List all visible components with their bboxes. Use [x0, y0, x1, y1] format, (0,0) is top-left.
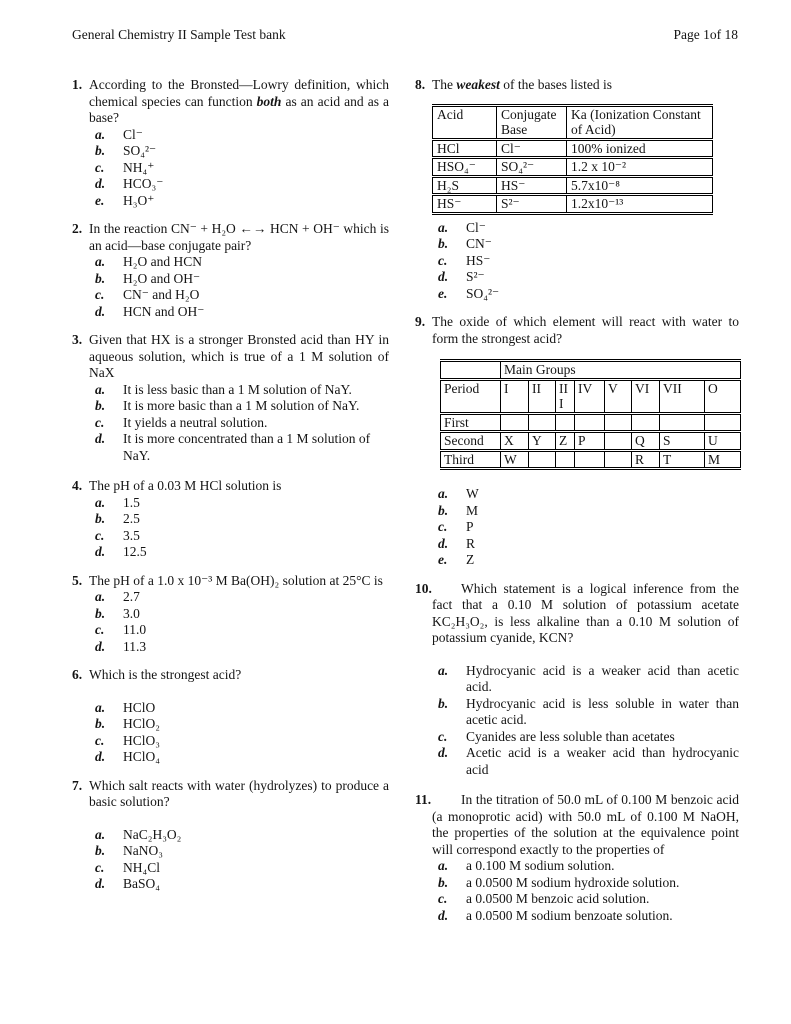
option-letter: a.: [95, 126, 106, 142]
option-text: HCN and OH⁻: [123, 303, 205, 319]
page-number: Page 1of 18: [673, 27, 738, 42]
option-text: NaNO₃: [123, 843, 163, 858]
table-cell: HSO₄⁻: [433, 158, 497, 177]
option-text: 2.5: [123, 511, 140, 526]
option-letter: c.: [95, 527, 105, 543]
table-cell: Cl⁻: [497, 139, 567, 158]
table-cell: T: [660, 450, 705, 469]
option-letter: a.: [438, 662, 449, 678]
question-number: 3.: [72, 332, 83, 347]
table-cell: [632, 413, 660, 432]
question-number: 10.: [415, 580, 432, 596]
table-cell: R: [632, 450, 660, 469]
option-letter: d.: [95, 431, 106, 446]
question-6-text: [72, 667, 389, 684]
option-text: SO₄²⁻: [123, 143, 157, 158]
table-cell: VI: [632, 379, 660, 413]
table-cell: P: [575, 432, 605, 451]
option-letter: a.: [438, 858, 449, 873]
option-text: Acetic acid is a weaker acid than hydrocyanic acid: [466, 745, 739, 777]
question-number: 7.: [72, 777, 83, 793]
option-d: [438, 269, 739, 286]
option-c: [95, 622, 389, 639]
option-text: H₂O and HCN: [123, 254, 202, 269]
option-d: [438, 536, 739, 553]
text-run: Which is the strongest acid?: [89, 667, 242, 682]
table-row: [441, 379, 741, 413]
table-cell: SO₄²⁻: [497, 158, 567, 177]
option-b: [95, 143, 389, 160]
table-cell: O: [705, 379, 741, 413]
option-text: CN⁻ and H₂O: [123, 287, 200, 302]
option-letter: a.: [95, 381, 106, 397]
option-a: [95, 700, 389, 717]
option-letter: a.: [95, 494, 106, 510]
table-cell: Third: [441, 450, 501, 469]
option-text: W: [466, 486, 479, 501]
emphasis-text: both: [256, 93, 282, 109]
table-cell: [529, 413, 556, 432]
table-cell: VII: [660, 379, 705, 413]
question-2: [72, 221, 389, 320]
option-d: [95, 431, 389, 464]
question-1-options: [95, 127, 389, 210]
text-run: as an acid and as a base?: [89, 93, 389, 125]
option-letter: b.: [95, 270, 106, 286]
question-1-text: [72, 77, 389, 127]
option-letter: c.: [438, 728, 448, 744]
option-text: Cyanides are less soluble than acetates: [466, 728, 675, 744]
option-a: [95, 127, 389, 144]
option-b: [438, 875, 739, 892]
table-cell: Main Groups: [501, 361, 741, 380]
option-letter: c.: [95, 414, 105, 430]
table-cell: 1.2 x 10⁻²: [567, 158, 713, 177]
text-run: The oxide of which element will react with water to form the strongest acid?: [432, 314, 739, 346]
option-b: [95, 606, 389, 623]
option-letter: d.: [438, 535, 449, 551]
table-cell: HS⁻: [497, 176, 567, 195]
option-d: [438, 745, 739, 778]
table-cell: III: [556, 379, 575, 413]
option-letter: b.: [438, 874, 449, 890]
table-cell: Acid: [433, 105, 497, 139]
option-b: [95, 843, 389, 860]
table-row: [441, 432, 741, 451]
table-cell: Q: [632, 432, 660, 451]
option-letter: b.: [95, 143, 106, 158]
option-text: a 0.100 M sodium solution.: [466, 858, 615, 873]
option-letter: d.: [95, 176, 106, 191]
page-header: [72, 27, 738, 44]
option-e: [438, 552, 739, 569]
option-a: [438, 858, 739, 875]
option-text: a 0.0500 M sodium hydroxide solution.: [466, 874, 680, 890]
question-11-options: [438, 858, 739, 924]
table-cell: [556, 450, 575, 469]
question-8-text: [415, 77, 739, 94]
option-letter: c.: [95, 287, 105, 302]
question-10: [415, 581, 739, 779]
text-run: Given that HX is a stronger Bronsted acid than HY in aqueous solution, which is true of a 1 M solution of NaX: [89, 332, 389, 380]
option-text: Hydrocyanic acid is less soluble in water than acetic acid.: [466, 695, 739, 727]
text-run: According to the Bronsted—Lowry definition, which chemical species can function: [89, 77, 389, 109]
option-letter: a.: [95, 826, 106, 842]
question-4-text: [72, 478, 389, 495]
table-cell: II: [529, 379, 556, 413]
question-4-options: [95, 495, 389, 561]
question-7-options: [95, 827, 389, 893]
table-cell: Period: [441, 379, 501, 413]
question-7-text: [72, 778, 389, 811]
option-b: [438, 503, 739, 520]
question-8-options: [438, 220, 739, 303]
option-text: a 0.0500 M sodium benzoate solution.: [466, 907, 673, 923]
option-a: [95, 827, 389, 844]
option-letter: b.: [95, 716, 106, 731]
question-number: 1.: [72, 77, 83, 92]
question-1: [72, 77, 389, 209]
table-cell: H₂S: [433, 176, 497, 195]
question-5: [72, 573, 389, 656]
table-cell: [605, 432, 632, 451]
option-b: [95, 716, 389, 733]
option-text: 12.5: [123, 544, 147, 559]
table-cell: [441, 361, 501, 380]
option-letter: d.: [438, 907, 449, 923]
question-2-text: [72, 221, 389, 254]
table-row: [433, 195, 713, 214]
option-letter: d.: [95, 544, 106, 559]
table-cell: HS⁻: [433, 195, 497, 214]
question-9: [415, 314, 739, 569]
table-cell: M: [705, 450, 741, 469]
option-text: 2.7: [123, 589, 140, 604]
option-text: NaC₂H₃O₂: [123, 826, 182, 842]
option-e: [95, 193, 389, 210]
question-number: 9.: [415, 314, 426, 329]
option-text: 1.5: [123, 494, 140, 510]
table-cell: [529, 450, 556, 469]
option-d: [95, 176, 389, 193]
option-text: It yields a neutral solution.: [123, 414, 268, 430]
option-letter: d.: [438, 745, 449, 760]
table-cell: [605, 413, 632, 432]
text-run: Which salt reacts with water (hydrolyzes) to produce a basic solution?: [89, 777, 389, 809]
question-number: 2.: [72, 221, 83, 236]
option-text: HClO₃: [123, 732, 160, 748]
option-letter: b.: [95, 511, 106, 526]
option-e: [438, 286, 739, 303]
option-b: [95, 511, 389, 528]
option-text: 11.3: [123, 638, 147, 654]
question-number: 11.: [415, 792, 432, 807]
table-cell: 100% ionized: [567, 139, 713, 158]
option-d: [438, 908, 739, 925]
option-d: [95, 749, 389, 766]
question-6-options: [95, 700, 389, 766]
table-row: [433, 139, 713, 158]
table-row: [433, 105, 713, 139]
option-text: S²⁻: [466, 269, 485, 284]
option-letter: e.: [438, 285, 448, 301]
option-a: [95, 495, 389, 512]
option-letter: c.: [438, 519, 448, 534]
table-cell: [501, 413, 529, 432]
option-letter: c.: [95, 859, 105, 875]
option-text: NH₄⁺: [123, 159, 155, 175]
question-4: [72, 478, 389, 561]
question-10-options: [438, 663, 739, 779]
option-text: P: [466, 519, 474, 534]
table-cell: Y: [529, 432, 556, 451]
option-letter: e.: [438, 552, 448, 567]
option-letter: a.: [95, 699, 106, 715]
option-letter: b.: [438, 695, 449, 711]
table-cell: S: [660, 432, 705, 451]
option-text: HClO: [123, 699, 156, 715]
table-cell: [705, 413, 741, 432]
table-cell: [575, 413, 605, 432]
option-text: Cl⁻: [466, 219, 486, 235]
option-text: BaSO₄: [123, 876, 160, 891]
table-cell: [556, 413, 575, 432]
option-a: [438, 663, 739, 696]
table-cell: 1.2x10⁻¹³: [567, 195, 713, 214]
question-3: [72, 332, 389, 464]
option-a: [95, 254, 389, 271]
text-run: The pH of a 1.0 x 10⁻³ M Ba(OH)₂ solution at 25°C is: [89, 572, 383, 588]
left-column: [72, 77, 389, 905]
option-letter: a.: [438, 486, 449, 501]
question-number: 6.: [72, 667, 83, 682]
option-text: R: [466, 535, 476, 551]
table-cell: X: [501, 432, 529, 451]
option-c: [95, 287, 389, 304]
option-letter: b.: [95, 843, 106, 858]
table-cell: U: [705, 432, 741, 451]
option-text: It is more concentrated than a 1 M solution of NaY.: [123, 431, 371, 463]
table-cell: W: [501, 450, 529, 469]
option-d: [95, 304, 389, 321]
question-11: [415, 792, 739, 924]
text-run: In the reaction CN⁻ + H₂O ←→ HCN + OH⁻ which is an acid—base conjugate pair?: [89, 221, 389, 253]
question-6: [72, 667, 389, 766]
text-run: Which statement is a logical inference from the fact that a 0.10 M solution of potassium acetate KC₂H₃O₂, is less alkaline than a 0.10 M solution of potassium cyanide, KCN?: [432, 580, 739, 645]
option-text: HS⁻: [466, 252, 491, 268]
table-row: [441, 450, 741, 469]
option-a: [438, 220, 739, 237]
question-number: 4.: [72, 478, 83, 493]
table-row: [433, 158, 713, 177]
option-text: CN⁻: [466, 236, 492, 251]
option-d: [95, 544, 389, 561]
text-run: The pH of a 0.03 M HCl solution is: [89, 478, 282, 493]
option-letter: d.: [95, 303, 106, 319]
question-number: 8.: [415, 77, 426, 92]
table-cell: Second: [441, 432, 501, 451]
table-cell: IV: [575, 379, 605, 413]
option-b: [95, 398, 389, 415]
option-text: NH₄Cl: [123, 859, 160, 875]
option-text: 3.5: [123, 527, 140, 543]
option-letter: d.: [438, 269, 449, 284]
table-cell: First: [441, 413, 501, 432]
table-cell: HCl: [433, 139, 497, 158]
option-letter: c.: [95, 159, 105, 175]
question-7: [72, 778, 389, 893]
question-5-text: [72, 573, 389, 590]
option-c: [95, 733, 389, 750]
option-text: It is less basic than a 1 M solution of NaY.: [123, 381, 352, 397]
option-b: [438, 236, 739, 253]
text-run: In the titration of 50.0 mL of 0.100 M benzoic acid (a monoprotic acid) with 50.0 mL of 0.100 M NaOH, the properties of the solution at the equivalence point will correspond exactly to the properties of: [432, 792, 739, 857]
option-letter: c.: [438, 252, 448, 268]
right-column: [415, 77, 739, 936]
option-letter: b.: [438, 502, 449, 518]
option-c: [438, 519, 739, 536]
option-letter: b.: [95, 398, 106, 413]
table-cell: [605, 450, 632, 469]
option-letter: c.: [95, 732, 105, 748]
option-text: HClO₄: [123, 749, 160, 764]
table-cell: S²⁻: [497, 195, 567, 214]
option-text: a 0.0500 M benzoic acid solution.: [466, 891, 650, 906]
option-text: M: [466, 502, 479, 518]
option-letter: c.: [95, 622, 105, 637]
option-a: [95, 589, 389, 606]
question-2-options: [95, 254, 389, 320]
question-11-text: [415, 792, 739, 858]
table-cell: V: [605, 379, 632, 413]
text-run: of the bases listed is: [499, 77, 612, 92]
option-letter: d.: [95, 876, 106, 891]
option-text: HCO₃⁻: [123, 176, 164, 191]
doc-title: General Chemistry II Sample Test bank: [72, 27, 286, 42]
option-text: 11.0: [123, 622, 147, 637]
question-8: [415, 77, 739, 302]
option-a: [95, 382, 389, 399]
table-cell: I: [501, 379, 529, 413]
table-cell: Ka (Ionization Constant of Acid): [567, 105, 713, 139]
option-letter: a.: [95, 254, 106, 269]
option-c: [95, 160, 389, 177]
option-letter: d.: [95, 638, 106, 654]
question-9-table: [440, 359, 741, 470]
option-text: Hydrocyanic acid is a weaker acid than acetic acid.: [466, 662, 739, 694]
option-text: HClO₂: [123, 716, 160, 731]
option-letter: d.: [95, 749, 106, 764]
question-10-text: [415, 581, 739, 647]
table-cell: [660, 413, 705, 432]
question-9-options: [438, 486, 739, 569]
option-text: SO₄²⁻: [466, 285, 500, 301]
table-cell: 5.7x10⁻⁸: [567, 176, 713, 195]
option-c: [438, 891, 739, 908]
option-c: [95, 528, 389, 545]
option-text: It is more basic than a 1 M solution of NaY.: [123, 398, 360, 413]
question-number: 5.: [72, 572, 83, 588]
option-letter: e.: [95, 192, 105, 208]
option-letter: a.: [95, 589, 106, 604]
emphasis-text: weakest: [456, 77, 500, 92]
option-letter: c.: [438, 891, 448, 906]
option-c: [438, 253, 739, 270]
option-text: H₃O⁺: [123, 192, 155, 208]
question-9-text: [415, 314, 739, 347]
question-3-text: [72, 332, 389, 382]
option-letter: a.: [438, 219, 449, 235]
option-c: [95, 860, 389, 877]
option-text: H₂O and OH⁻: [123, 270, 201, 286]
option-d: [95, 876, 389, 893]
option-letter: b.: [95, 605, 106, 621]
table-cell: Conjugate Base: [497, 105, 567, 139]
option-text: 3.0: [123, 605, 140, 621]
table-row: [441, 361, 741, 380]
table-row: [441, 413, 741, 432]
option-text: Cl⁻: [123, 126, 143, 142]
text-run: The: [432, 77, 457, 92]
option-letter: b.: [438, 236, 449, 251]
question-3-options: [95, 382, 389, 465]
question-8-table: [432, 104, 713, 215]
option-c: [438, 729, 739, 746]
option-text: Z: [466, 552, 475, 567]
option-b: [438, 696, 739, 729]
option-c: [95, 415, 389, 432]
question-5-options: [95, 589, 389, 655]
table-cell: Z: [556, 432, 575, 451]
option-b: [95, 271, 389, 288]
table-cell: [575, 450, 605, 469]
option-a: [438, 486, 739, 503]
table-row: [433, 176, 713, 195]
option-d: [95, 639, 389, 656]
